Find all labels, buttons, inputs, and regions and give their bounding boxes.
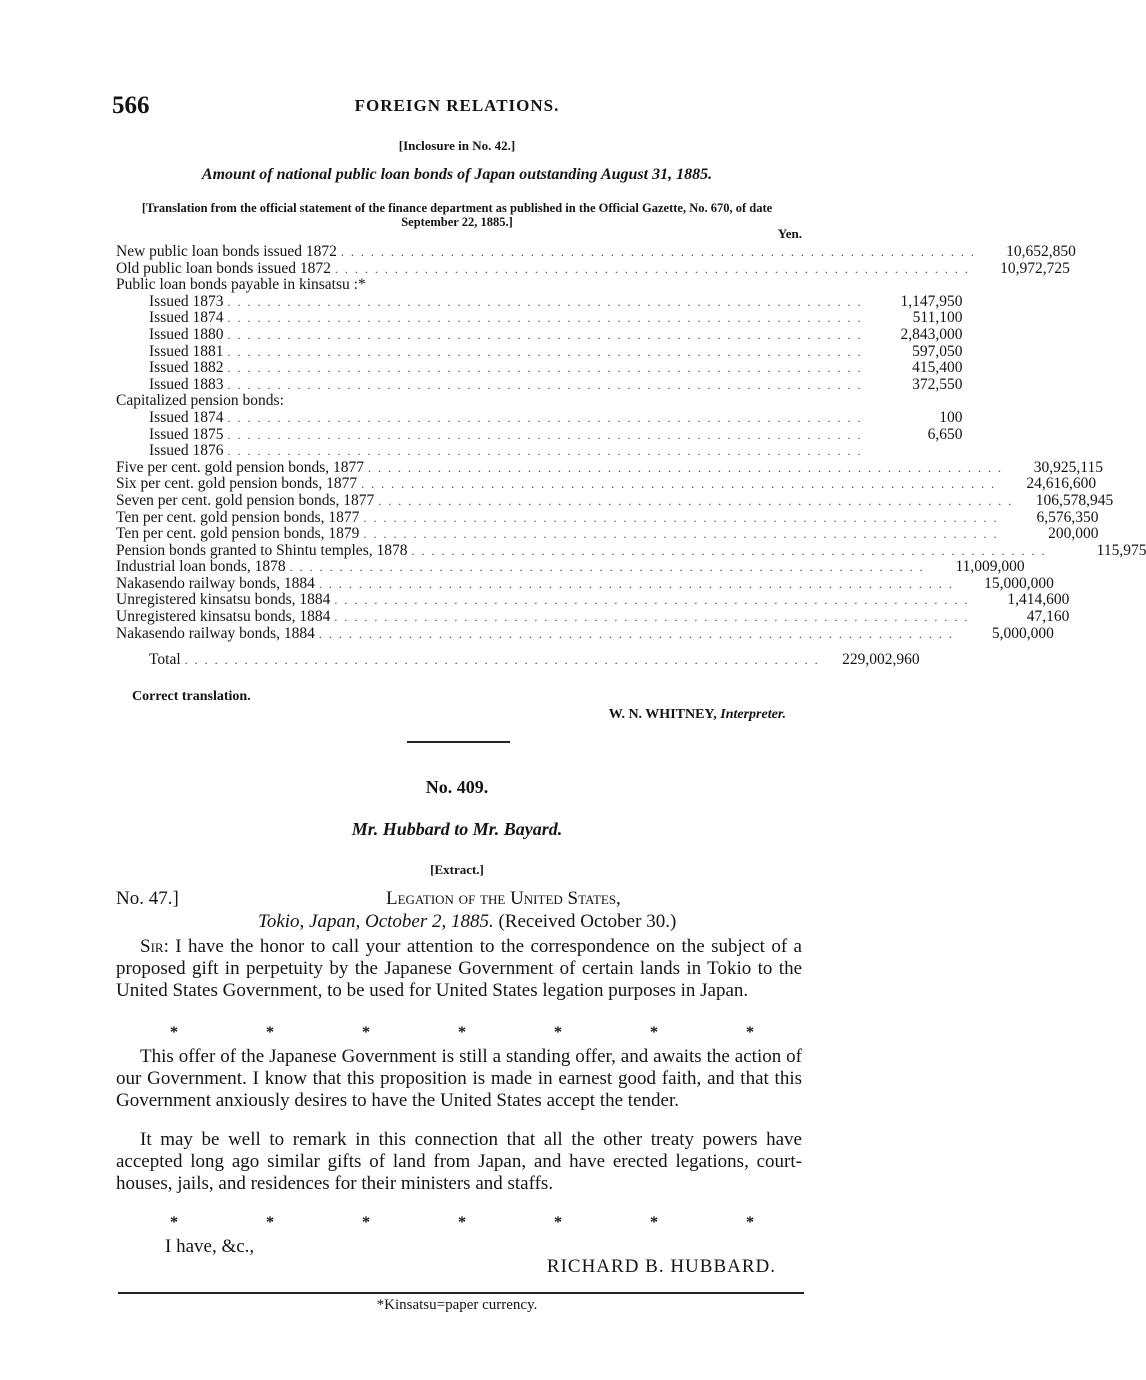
paragraph-1-text: : I have the honor to call your attention to the correspondence on the subject of a proposed gift in perpetuity by the Japanese Government of certain lands in Tokio to the United States Government, to be used for United States legation purposes in Japan. [116, 936, 802, 1001]
leader-dots: . . . . . . . . . . . . . . . . . . . . . . . . . . . . . . . . . . . . . . . . . . . . . . . . . . . . . . . . . . . . . . . . [184, 653, 820, 668]
letter-paragraph-2: This offer of the Japanese Government is still a standing offer, and awaits the action of our Government. I know that this proposition is made in earnest good faith, and that this Government anxiously desires to have the United States accept the tender. [116, 1046, 802, 1111]
unit-header: Yen. [777, 226, 802, 241]
star: * [650, 1214, 658, 1231]
table-row [116, 292, 963, 311]
leader-dots: . . . . . . . . . . . . . . . . . . . . . . . . . . . . . . . . . . . . . . . . . . . . . . . . . . . . . . . . . . . . . . . . [361, 477, 997, 492]
row-label: Ten per cent. gold pension bonds, 1877 [116, 508, 360, 526]
row-label: Issued 1873 [149, 292, 224, 310]
letter-title: Mr. Hubbard to Mr. Bayard. [351, 819, 563, 839]
total-row [116, 651, 920, 669]
row-label: Five per cent. gold pension bonds, 1877 [116, 458, 364, 476]
table-row [116, 608, 1070, 626]
table-row [116, 342, 963, 361]
row-value: 1,147,950 [900, 292, 963, 310]
row-value: 597,050 [912, 342, 963, 360]
table-row [116, 574, 1054, 593]
row-value: 6,576,350 [1036, 508, 1099, 526]
page-header [112, 92, 802, 124]
table-row [116, 393, 802, 410]
row-label: Issued 1874 [149, 309, 224, 327]
leader-dots: . . . . . . . . . . . . . . . . . . . . . . . . . . . . . . . . . . . . . . . . . . . . . . . . . . . . . . . . . . . . . . . . [363, 527, 999, 542]
row-label: Total [149, 651, 181, 669]
row-label: Ten per cent. gold pension bonds, 1879 [116, 525, 360, 543]
page-number: 566 [112, 92, 150, 119]
leader-dots: . . . . . . . . . . . . . . . . . . . . . . . . . . . . . . . . . . . . . . . . . . . . . . . . . . . . . . . . . . . . . . . . [227, 427, 863, 442]
row-value: 11,009,000 [955, 558, 1025, 576]
row-label: Six per cent. gold pension bonds, 1877 [116, 475, 358, 493]
table-row [116, 375, 963, 394]
table-row [116, 325, 963, 344]
table-row [116, 525, 1099, 543]
leader-dots: . . . . . . . . . . . . . . . . . . . . . . . . . . . . . . . . . . . . . . . . . . . . . . . . . . . . . . . . . . . . . . . . [367, 460, 1003, 475]
row-value: 15,000,000 [984, 574, 1054, 592]
row-value: 100 [939, 408, 963, 426]
leader-dots: . . . . . . . . . . . . . . . . . . . . . . . . . . . . . . . . . . . . . . . . . . . . . . . . . . . . . . . . . . . . . . . . [411, 543, 1047, 558]
row-value: 115,975 [1096, 541, 1146, 559]
running-head: FOREIGN RELATIONS. [354, 96, 560, 115]
table-row [116, 408, 963, 427]
table-row [116, 491, 1114, 510]
table-row [116, 458, 1103, 477]
salutation: Sir [140, 936, 164, 957]
star: * [362, 1214, 370, 1231]
row-value: 415,400 [912, 359, 963, 377]
leader-dots: . . . . . . . . . . . . . . . . . . . . . . . . . . . . . . . . . . . . . . . . . . . . . . . . . . . . . . . . . . . . . . . . [227, 410, 863, 425]
row-label: Nakasendo railway bonds, 1884 [116, 624, 315, 642]
star: * [458, 1024, 466, 1041]
star: * [746, 1214, 754, 1231]
leader-dots: . . . . . . . . . . . . . . . . . . . . . . . . . . . . . . . . . . . . . . . . . . . . . . . . . . . . . . . . . . . . . . . . [334, 261, 970, 276]
table-title: Amount of national public loan bonds of Japan outstanding August 31, 1885. [201, 166, 713, 183]
row-value: 47,160 [1026, 608, 1070, 626]
star: * [458, 1214, 466, 1231]
row-value: 1,414,600 [1007, 591, 1070, 609]
signer-name: W. N. WHITNEY, [608, 707, 717, 722]
row-value: 229,002,960 [842, 651, 920, 669]
row-label: Old public loan bonds issued 1872 [116, 259, 331, 277]
table-row [116, 541, 1146, 560]
row-value: 372,550 [912, 375, 963, 393]
leader-dots: . . . . . . . . . . . . . . . . . . . . . . . . . . . . . . . . . . . . . . . . . . . . . . . . . . . . . . . . . . . . . . . . [363, 510, 999, 525]
leader-dots: . . . . . . . . . . . . . . . . . . . . . . . . . . . . . . . . . . . . . . . . . . . . . . . . . . . . . . . . . . . . . . . . [340, 245, 976, 259]
star: * [170, 1024, 178, 1041]
table-row [116, 442, 863, 460]
footnote-rule [118, 1292, 804, 1294]
table-row [116, 624, 1054, 643]
leader-dots: . . . . . . . . . . . . . . . . . . . . . . . . . . . . . . . . . . . . . . . . . . . . . . . . . . . . . . . . . . . . . . . . [227, 311, 863, 326]
row-label: Issued 1880 [149, 325, 224, 343]
extract-note: [Extract.] [430, 862, 484, 877]
row-value: 10,652,850 [1006, 243, 1076, 260]
correct-translation: Correct translation. [132, 689, 251, 704]
leader-dots: . . . . . . . . . . . . . . . . . . . . . . . . . . . . . . . . . . . . . . . . . . . . . . . . . . . . . . . . . . . . . . . . [227, 327, 863, 342]
row-label: Issued 1881 [149, 342, 224, 360]
leader-dots: . . . . . . . . . . . . . . . . . . . . . . . . . . . . . . . . . . . . . . . . . . . . . . . . . . . . . . . . . . . . . . . . [318, 626, 954, 641]
star: * [266, 1024, 274, 1041]
row-label: Unregistered kinsatsu bonds, 1884 [116, 608, 331, 626]
table-row [116, 309, 963, 327]
star: * [266, 1214, 274, 1231]
row-label: Issued 1876 [149, 442, 224, 460]
ellipsis-stars [170, 1024, 754, 1042]
table-row [116, 277, 802, 294]
row-value: 511,100 [912, 309, 963, 327]
bond-table [116, 243, 1146, 669]
section-divider [407, 741, 510, 743]
leader-dots: . . . . . . . . . . . . . . . . . . . . . . . . . . . . . . . . . . . . . . . . . . . . . . . . . . . . . . . . . . . . . . . . [227, 294, 863, 309]
place-date: Tokio, Japan, October 2, 1885. [258, 911, 494, 932]
leader-dots: . . . . . . . . . . . . . . . . . . . . . . . . . . . . . . . . . . . . . . . . . . . . . . . . . . . . . . . . . . . . . . . . [318, 576, 954, 591]
star: * [554, 1214, 562, 1231]
row-label: Unregistered kinsatsu bonds, 1884 [116, 591, 331, 609]
row-label: Public loan bonds payable in kinsatsu :* [116, 276, 366, 294]
row-label: Pension bonds granted to Shintu temples, 1878 [116, 541, 408, 559]
row-label: Issued 1883 [149, 375, 224, 393]
letter-paragraph-3: It may be well to remark in this connection that all the other treaty powers have accepted long ago similar gifts of land from Japan, and have erected legations, court-houses, jails, and residences for their ministers and staffs. [116, 1129, 802, 1194]
row-label: Nakasendo railway bonds, 1884 [116, 574, 315, 592]
star: * [554, 1024, 562, 1041]
table-row [116, 359, 963, 377]
dateline [258, 911, 676, 933]
star: * [362, 1024, 370, 1041]
letter-paragraph-1 [116, 936, 802, 1002]
row-label: Seven per cent. gold pension bonds, 1877 [116, 491, 375, 509]
leader-dots: . . . . . . . . . . . . . . . . . . . . . . . . . . . . . . . . . . . . . . . . . . . . . . . . . . . . . . . . . . . . . . . . [334, 610, 970, 625]
interpreter-signature [609, 707, 786, 723]
row-label: Issued 1875 [149, 425, 224, 443]
inclosure-note: [Inclosure in No. 42.] [398, 138, 516, 153]
footnote: *Kinsatsu=paper currency. [376, 1297, 538, 1313]
row-value: 24,616,600 [1026, 475, 1097, 493]
row-value: 200,000 [1048, 525, 1099, 543]
table-row [116, 425, 963, 444]
row-value: 2,843,000 [900, 325, 963, 343]
received-date: (Received October 30.) [498, 911, 677, 932]
legation-heading: Legation of the United States, [386, 888, 621, 909]
row-value: 30,925,115 [1033, 458, 1103, 476]
row-label: Capitalized pension bonds: [116, 392, 284, 410]
leader-dots: . . . . . . . . . . . . . . . . . . . . . . . . . . . . . . . . . . . . . . . . . . . . . . . . . . . . . . . . . . . . . . . . [227, 344, 863, 359]
signature: RICHARD B. HUBBARD. [546, 1256, 776, 1277]
ellipsis-stars [170, 1214, 754, 1232]
row-label: Issued 1874 [149, 408, 224, 426]
row-label: Issued 1882 [149, 359, 224, 377]
row-value: 5,000,000 [991, 624, 1054, 642]
row-label: Industrial loan bonds, 1878 [116, 558, 286, 576]
leader-dots: . . . . . . . . . . . . . . . . . . . . . . . . . . . . . . . . . . . . . . . . . . . . . . . . . . . . . . . . . . . . . . . . [227, 377, 863, 392]
table-row [116, 259, 1070, 278]
signer-title: Interpreter. [720, 707, 786, 722]
closing: I have, &c., [165, 1236, 255, 1257]
star: * [746, 1024, 754, 1041]
row-value: 106,578,945 [1035, 491, 1114, 509]
translation-note: [Translation from the official statement of the finance department as published in the Official Gazette, No. 670, of date September 22, 1885.] [141, 201, 773, 229]
row-value: 6,650 [927, 425, 963, 443]
leader-dots: . . . . . . . . . . . . . . . . . . . . . . . . . . . . . . . . . . . . . . . . . . . . . . . . . . . . . . . . . . . . . . . . [334, 593, 970, 608]
star: * [650, 1024, 658, 1041]
row-value: 10,972,725 [1000, 259, 1070, 277]
leader-dots: . . . . . . . . . . . . . . . . . . . . . . . . . . . . . . . . . . . . . . . . . . . . . . . . . . . . . . . . . . . . . . . . [289, 560, 925, 575]
leader-dots: . . . . . . . . . . . . . . . . . . . . . . . . . . . . . . . . . . . . . . . . . . . . . . . . . . . . . . . . . . . . . . . . [227, 361, 863, 376]
star: * [170, 1214, 178, 1231]
document-number: No. 409. [425, 777, 489, 797]
table-row [116, 558, 1025, 576]
row-label: New public loan bonds issued 1872 [116, 243, 337, 260]
leader-dots: . . . . . . . . . . . . . . . . . . . . . . . . . . . . . . . . . . . . . . . . . . . . . . . . . . . . . . . . . . . . . . . . [378, 493, 1014, 508]
table-row [116, 475, 1097, 493]
table-row [116, 243, 1076, 261]
table-row [116, 508, 1099, 527]
letter-number: No. 47.] [116, 888, 179, 909]
leader-dots: . . . . . . . . . . . . . . . . . . . . . . . . . . . . . . . . . . . . . . . . . . . . . . . . . . . . . . . . . . . . . . . . [227, 444, 863, 459]
table-row [116, 591, 1070, 609]
